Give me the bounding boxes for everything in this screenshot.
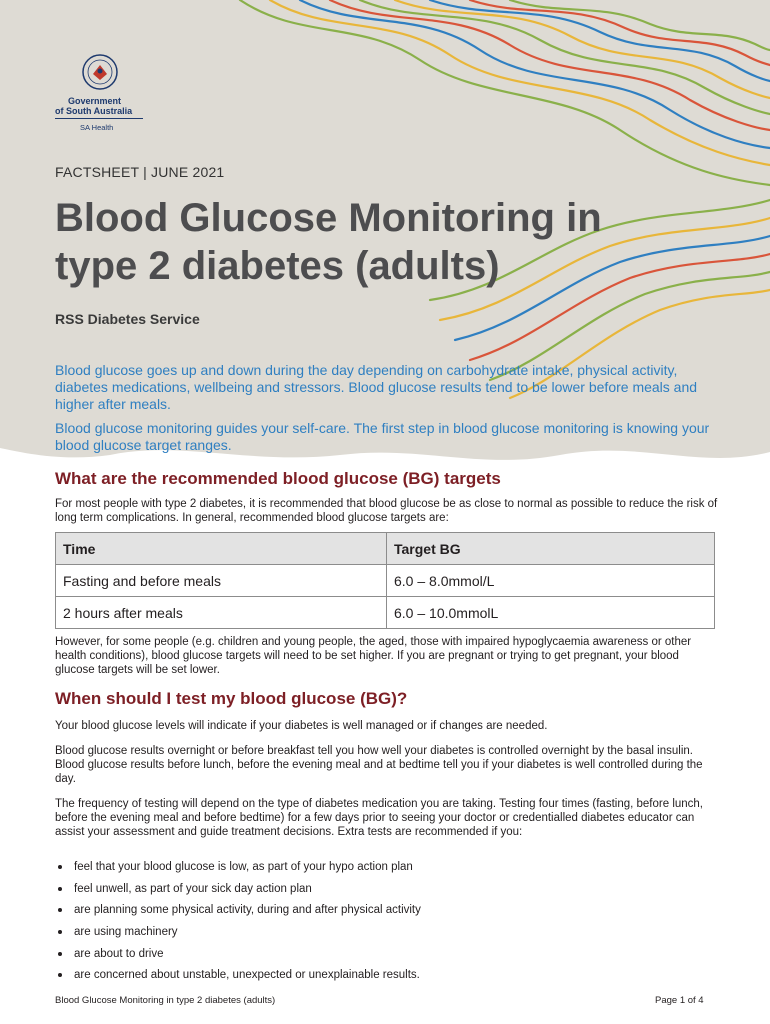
table-row (56, 565, 715, 597)
footer-doc-title: Blood Glucose Monitoring in type 2 diabetes (adults) (55, 995, 276, 1006)
section-heading-when-test: When should I test my blood glucose (BG)? (55, 689, 408, 708)
list-item-text: feel that your blood glucose is low, as part of your hypo action plan (74, 861, 413, 873)
table-header-time: Time (56, 533, 387, 565)
org-line-1: Government (68, 96, 122, 106)
list-item-text: are using machinery (74, 926, 178, 939)
table-header-target: Target BG (387, 533, 715, 565)
targets-note: However, for some people (e.g. children and young people, the aged, those with impaired hypoglycaemia awareness or other health conditions), blood glucose targets will need to be set higher. If you are pregnant or trying to get pregnant, your blood glucose targets will be set lower. (55, 636, 692, 676)
list-item-text: feel unwell, as part of your sick day action plan (74, 882, 312, 895)
list-item (55, 882, 720, 904)
table-cell: 2 hours after meals (56, 597, 387, 629)
org-divider (55, 118, 143, 119)
bullet-icon (58, 952, 62, 956)
title-line-2: type 2 diabetes (adults) (55, 244, 500, 288)
table-cell: 6.0 – 10.0mmolL (387, 597, 715, 629)
list-item-text: are planning some physical activity, during and after physical activity (74, 904, 421, 917)
intro-paragraph-2: Blood glucose monitoring guides your self-care. The first step in blood glucose monitoring is knowing your blood glucose target ranges. (55, 420, 710, 453)
extra-tests-list (55, 860, 720, 990)
title-line-1: Blood Glucose Monitoring in (55, 196, 602, 240)
intro-paragraph-1: Blood glucose goes up and down during the day depending on carbohydrate intake, physical activity, diabetes medications, wellbeing and stressors. Blood glucose results tend to be lower before meals and higher after meals. (55, 362, 698, 412)
list-item (55, 903, 720, 925)
coat-of-arms-logo (55, 52, 145, 134)
when-test-para-3: The frequency of testing will depend on the type of diabetes medication you are taking. Testing four times (fasting, before lunch, before the evening meal and before bedtime) for a few days prior to seeing your doctor or credentialled diabetes educator can assist your assessment and guide treatment decisions. Extra tests are recommended if you: (55, 798, 704, 838)
org-sub: SA Health (80, 123, 114, 132)
table-row (56, 597, 715, 629)
bullet-icon (58, 865, 62, 869)
bullet-icon (58, 973, 62, 977)
targets-lead: For most people with type 2 diabetes, it is recommended that blood glucose be as close to normal as possible to reduce the risk of long term complications. In general, recommended blood glucose targets are: (55, 498, 718, 524)
bullet-icon (58, 930, 62, 934)
bullet-icon (58, 887, 62, 891)
section-heading-targets: What are the recommended blood glucose (BG) targets (55, 469, 501, 488)
page-title (55, 194, 735, 290)
when-test-para-1: Your blood glucose levels will indicate if your diabetes is well managed or if changes are needed. (55, 720, 548, 732)
table-header-row (56, 533, 715, 565)
targets-table (55, 532, 715, 629)
when-test-para-2: Blood glucose results overnight or before breakfast tell you how well your diabetes is controlled overnight by the basal insulin. Blood glucose results before lunch, before the evening meal and at bedtime tell you if your diabetes is well controlled during the day. (55, 745, 703, 785)
list-item (55, 968, 720, 990)
table-cell: Fasting and before meals (56, 565, 387, 597)
list-item (55, 925, 720, 947)
list-item-text: are about to drive (74, 947, 164, 960)
list-item-text: are concerned about unstable, unexpected or unexplainable results. (74, 969, 420, 982)
bullet-icon (58, 908, 62, 912)
org-line-2: of South Australia (55, 106, 133, 116)
table-cell: 6.0 – 8.0mmol/L (387, 565, 715, 597)
service-name: RSS Diabetes Service (55, 311, 200, 327)
list-item (55, 860, 720, 882)
factsheet-label: FACTSHEET | JUNE 2021 (55, 164, 225, 180)
list-item (55, 947, 720, 969)
footer-page-number: Page 1 of 4 (655, 995, 704, 1006)
org-name (55, 96, 132, 116)
